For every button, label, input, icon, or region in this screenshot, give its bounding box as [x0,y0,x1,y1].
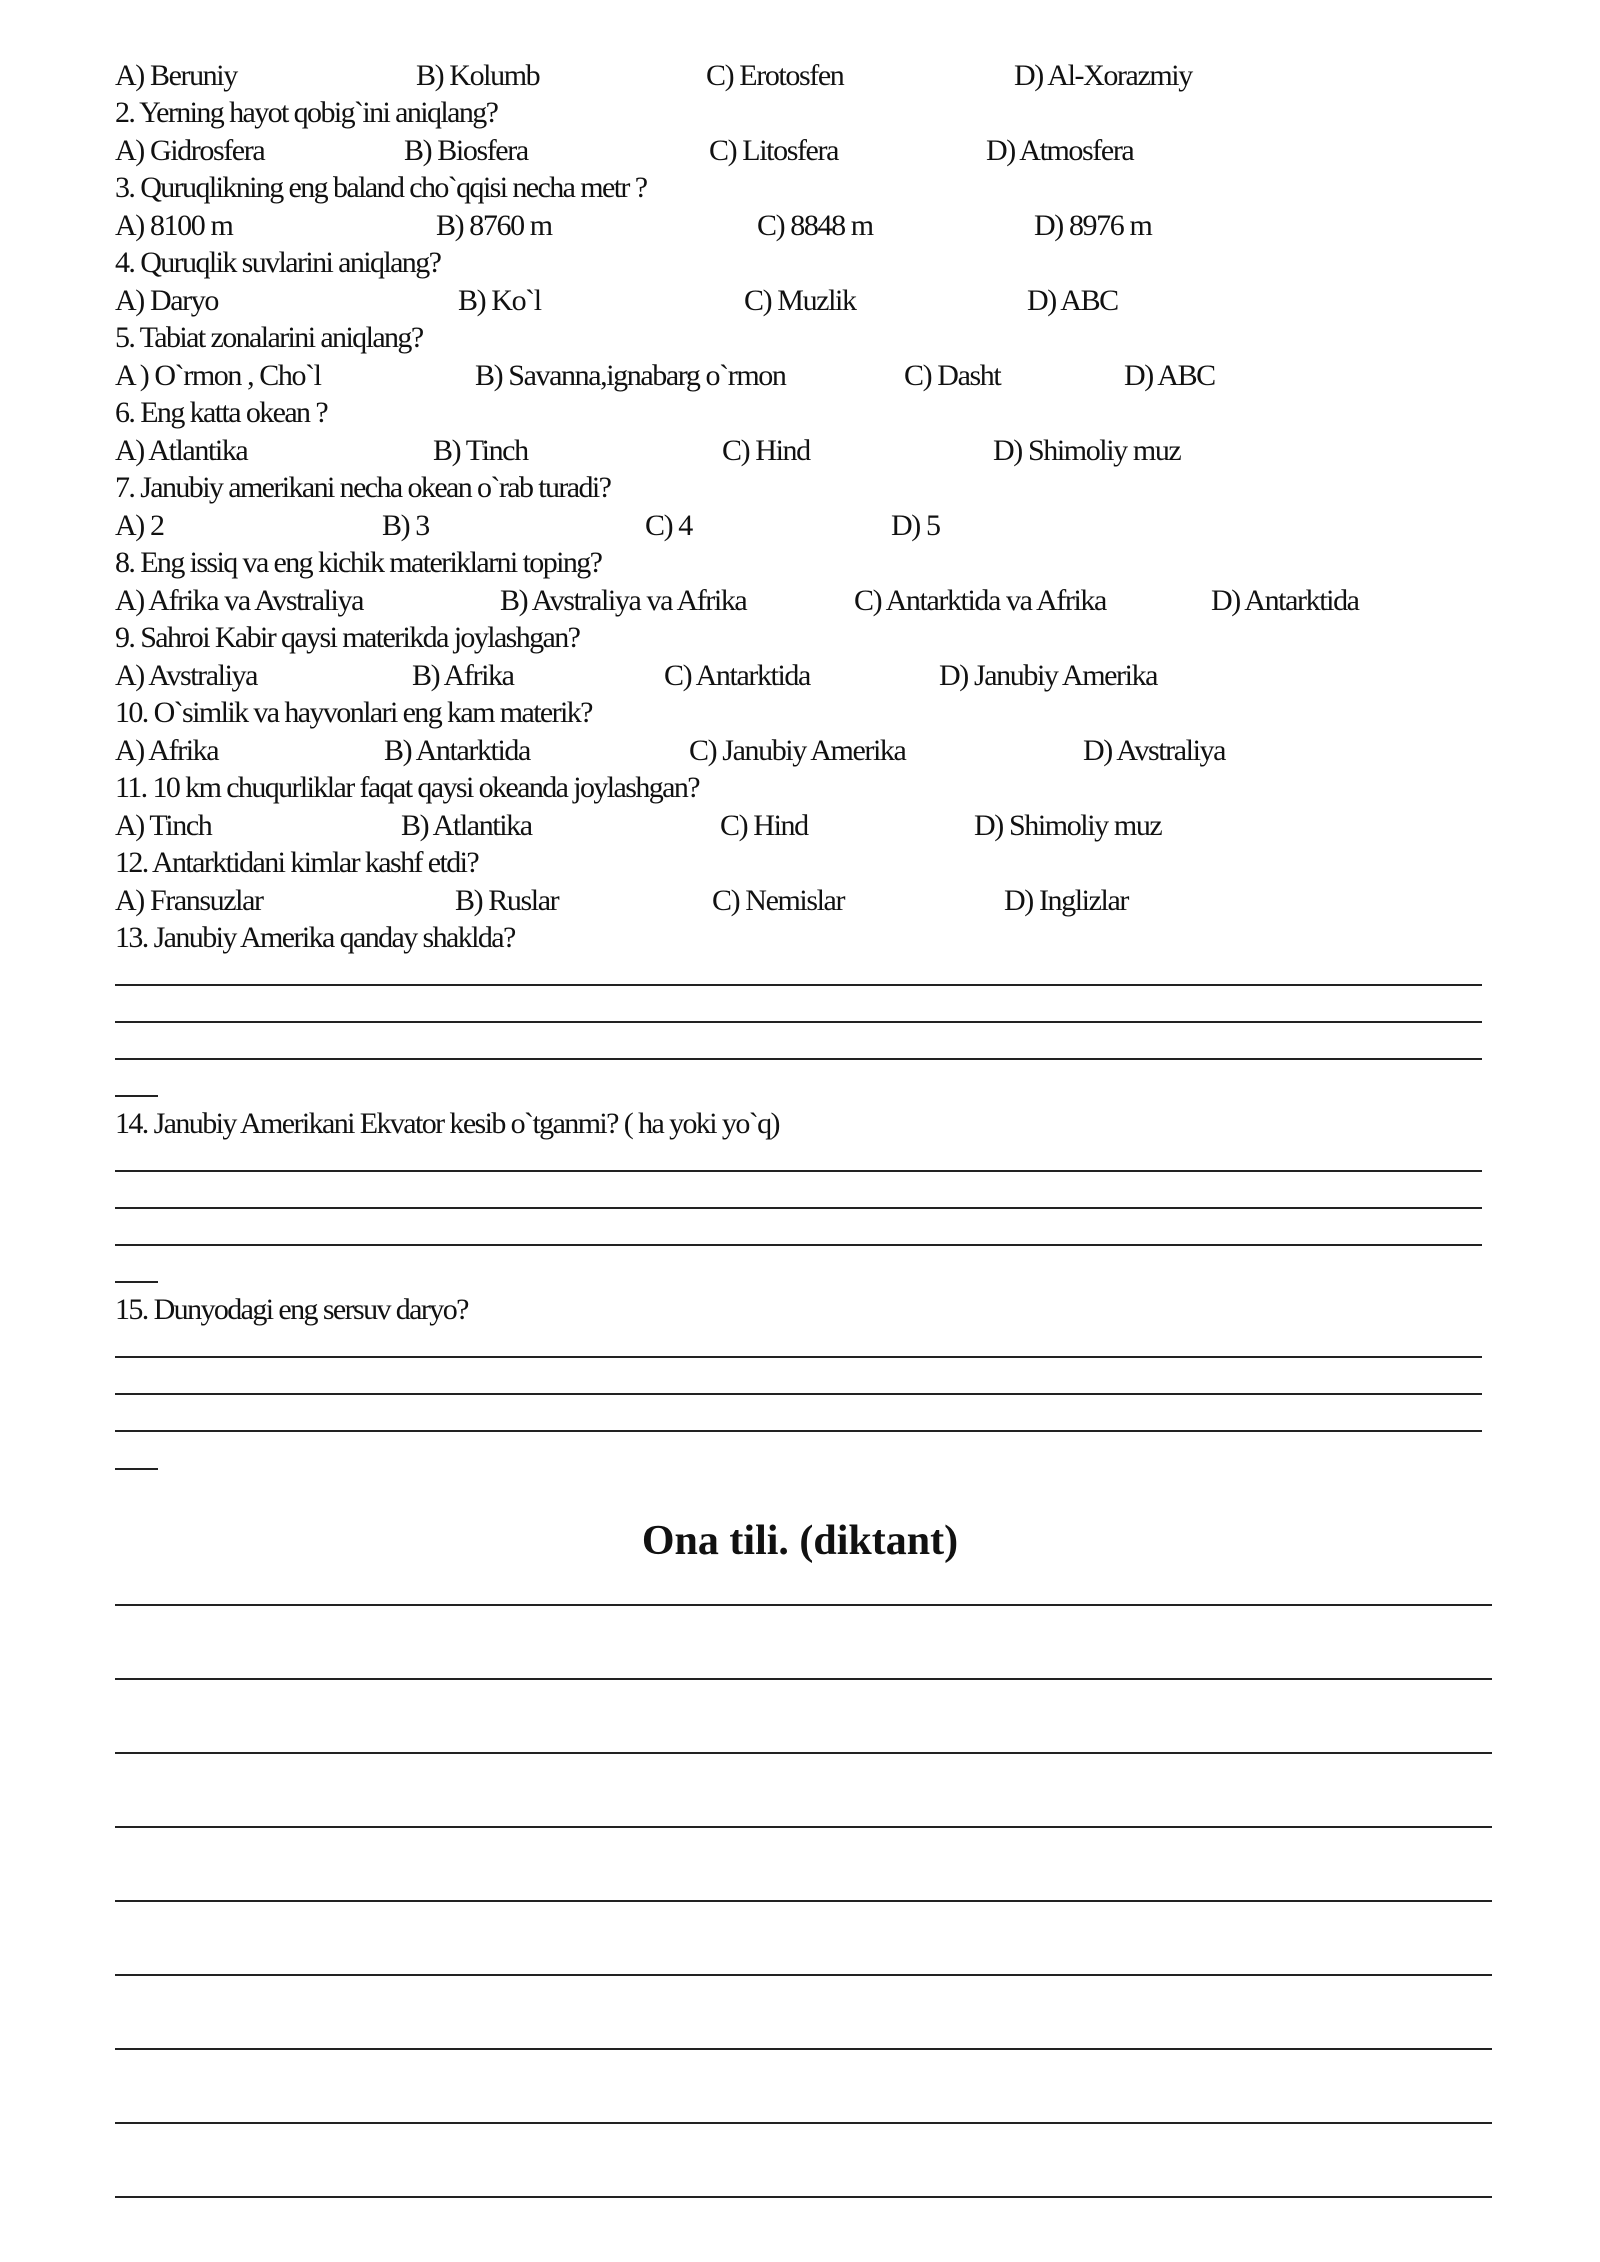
dictation-line-6 [115,1974,1492,1976]
q2-question: 2. Yerning hayot qobig`ini aniqlang? [115,96,498,129]
q13-answer-line-3 [115,1058,1482,1060]
q10-option-d: D) Avstraliya [1083,734,1226,767]
q15-answer-line-3 [115,1430,1482,1432]
q6-option-c: C) Hind [722,434,810,467]
q12-option-c: C) Nemislar [712,884,845,917]
q7-option-a: A) 2 [115,509,164,542]
q11-option-b: B) Atlantika [401,809,532,842]
q10-option-c: C) Janubiy Amerika [689,734,906,767]
q8-option-b: B) Avstraliya va Afrika [500,584,747,617]
q1-option-b: B) Kolumb [416,59,540,92]
q7-question: 7. Janubiy amerikani necha okean o`rab turadi? [115,471,611,504]
q12-option-d: D) Inglizlar [1004,884,1128,917]
q11-option-c: C) Hind [720,809,808,842]
q3-option-d: D) 8976 m [1034,209,1152,242]
q4-question: 4. Quruqlik suvlarini aniqlang? [115,246,441,279]
q6-option-d: D) Shimoliy muz [993,434,1181,467]
q13-answer-stub [115,1095,158,1097]
dictation-line-5 [115,1900,1492,1902]
section-title: Ona tili. (diktant) [641,1518,959,1564]
q4-option-b: B) Ko`l [458,284,541,317]
q9-option-a: A) Avstraliya [115,659,258,692]
q5-option-a: A ) O`rmon , Cho`l [115,359,321,392]
q3-question: 3. Quruqlikning eng baland cho`qqisi necha metr ? [115,171,647,204]
q11-option-d: D) Shimoliy muz [974,809,1162,842]
q11-question: 11. 10 km chuqurliklar faqat qaysi okeanda joylashgan? [115,771,699,804]
q5-question: 5. Tabiat zonalarini aniqlang? [115,321,423,354]
q15-answer-line-1 [115,1356,1482,1358]
q7-option-b: B) 3 [382,509,429,542]
q4-option-a: A) Daryo [115,284,218,317]
q9-option-b: B) Afrika [412,659,514,692]
q4-option-c: C) Muzlik [744,284,856,317]
q13-answer-line-1 [115,984,1482,986]
q3-option-a: A) 8100 m [115,209,233,242]
q15-answer-line-2 [115,1393,1482,1395]
q6-question: 6. Eng katta okean ? [115,396,328,429]
q12-question: 12. Antarktidani kimlar kashf etdi? [115,846,479,879]
q2-option-c: C) Litosfera [709,134,838,167]
dictation-line-7 [115,2048,1492,2050]
q8-option-c: C) Antarktida va Afrika [854,584,1106,617]
q2-option-a: A) Gidrosfera [115,134,265,167]
q4-option-d: D) ABC [1027,284,1118,317]
q9-question: 9. Sahroi Kabir qaysi materikda joylashgan? [115,621,580,654]
q2-option-b: B) Biosfera [404,134,528,167]
q8-question: 8. Eng issiq va eng kichik materiklarni toping? [115,546,602,579]
q11-option-a: A) Tinch [115,809,212,842]
q10-option-a: A) Afrika [115,734,219,767]
dictation-line-8 [115,2122,1492,2124]
q12-option-b: B) Ruslar [455,884,559,917]
q1-option-a: A) Beruniy [115,59,237,92]
dictation-line-1 [115,1604,1492,1606]
q13-question: 13. Janubiy Amerika qanday shaklda? [115,921,515,954]
q5-option-c: C) Dasht [904,359,1001,392]
q7-option-c: C) 4 [645,509,692,542]
q14-answer-stub [115,1281,158,1283]
q6-option-b: B) Tinch [433,434,528,467]
q10-question: 10. O`simlik va hayvonlari eng kam materik? [115,696,592,729]
q9-option-d: D) Janubiy Amerika [939,659,1158,692]
q13-answer-line-2 [115,1021,1482,1023]
q7-option-d: D) 5 [891,509,940,542]
q5-option-d: D) ABC [1124,359,1215,392]
q14-answer-line-3 [115,1244,1482,1246]
q8-option-d: D) Antarktida [1211,584,1359,617]
q12-option-a: A) Fransuzlar [115,884,263,917]
dictation-line-4 [115,1826,1492,1828]
q3-option-c: C) 8848 m [757,209,873,242]
q5-option-b: B) Savanna,ignabarg o`rmon [475,359,786,392]
q6-option-a: A) Atlantika [115,434,248,467]
q14-answer-line-1 [115,1170,1482,1172]
q2-option-d: D) Atmosfera [986,134,1134,167]
dictation-line-9 [115,2196,1492,2198]
dictation-line-2 [115,1678,1492,1680]
q8-option-a: A) Afrika va Avstraliya [115,584,363,617]
q10-option-b: B) Antarktida [384,734,530,767]
q14-answer-line-2 [115,1207,1482,1209]
dictation-line-3 [115,1752,1492,1754]
q3-option-b: B) 8760 m [436,209,552,242]
q15-question: 15. Dunyodagi eng sersuv daryo? [115,1293,468,1326]
q14-question: 14. Janubiy Amerikani Ekvator kesib o`tganmi? ( ha yoki yo`q) [115,1107,779,1140]
q1-option-c: C) Erotosfen [706,59,844,92]
q9-option-c: C) Antarktida [664,659,810,692]
q15-answer-stub [115,1468,158,1470]
q1-option-d: D) Al-Xorazmiy [1014,59,1192,92]
